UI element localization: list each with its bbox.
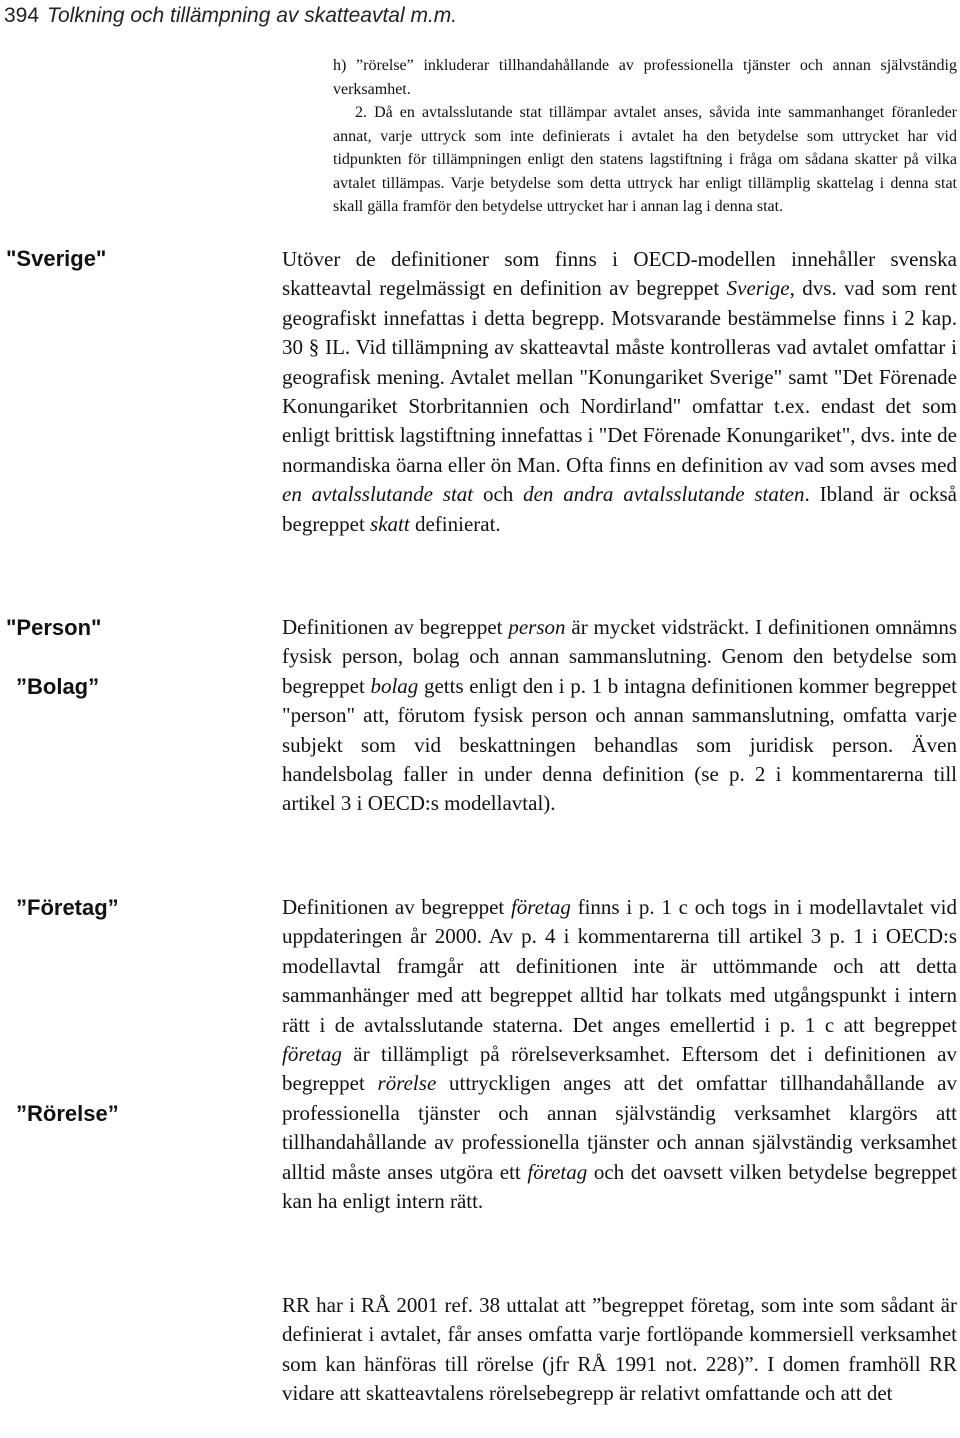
margin-label-person: "Person" xyxy=(6,615,102,640)
margin-label-bolag: ”Bolag” xyxy=(16,674,100,699)
paragraph-foretag: Definitionen av begreppet företag finns i p. 1 c och togs in i modellavtalet vid uppdateringen år 2000. Av p. 4 i kommentarerna till artikel 3 p. 1 i OECD:s modellavtal framgår att definitionen inte är uttömmande och att detta sammanhänger med att begreppet alltid har tolkats med utgångspunkt i intern rätt i de avtalsslutande staterna. Det anges emellertid i p. 1 c att begreppet företag är tillämpligt på rörelseverksamhet. Eftersom det i definitionen av begreppet rörelse uttryckligen anges att det omfattar tillhandahållande av professionella tjänster och annan självständig verksamhet klargörs att tillhandahållande av professionella tjänster och annan självständig verksamhet alltid måste anses utgöra ett företag och det oavsett vilken betydelse begreppet kan ha enligt intern rätt. xyxy=(282,895,958,1214)
quote-item-2: 2. Då en avtalsslutande stat tillämpar avtalet anses, såvida inte sammanhanget föranleder annat, varje uttryck som inte definierats i avtalet ha den betydelse som uttrycket har vid tidpunkten för tillämpningen enligt den statens lagstiftning i fråga om sådana skatter på vilka avtalet tillämpas. Varje betydelse som detta uttryck har enligt tillämplig skattelag i denna stat skall gälla framför den betydelse uttrycket har i annan lag i denna stat. xyxy=(333,104,957,215)
margin-label-sverige: "Sverige" xyxy=(6,246,107,271)
paragraph-rr: RR har i RÅ 2001 ref. 38 uttalat att ”begreppet företag, som inte som sådant är definierat i avtalet, får anses omfatta varje fortlöpande kommersiell verksamhet som kan hänföras till rörelse (jfr RÅ 1991 not. 228)”. I domen framhöll RR vidare att skatteavtalens rörelsebegrepp är relativt omfattande och att det xyxy=(282,1293,957,1406)
page-number: 394 xyxy=(4,4,40,27)
running-title: Tolkning och tillämpning av skatteavtal m.m. xyxy=(47,4,458,27)
quote-item-h: h) ”rörelse” inkluderar tillhandahållande av professionella tjänster och annan självständig verksamhet. xyxy=(333,57,957,98)
margin-label-foretag: ”Företag” xyxy=(16,895,119,920)
page-header xyxy=(4,4,457,28)
paragraph-person: Definitionen av begreppet person är mycket vidsträckt. I definitionen omnämns fysisk person, bolag och annan sammanslutning. Genom den betydelse som begreppet bolag getts enligt den i p. 1 b intagna definitionen kommer begreppet "person" att, förutom fysisk person och annan sammanslutning, omfatta varje subjekt som vid beskattningen behandlas som juridisk person. Även handelsbolag faller in under denna definition (se p. 2 i kommentarerna till artikel 3 i OECD:s modellavtal). xyxy=(282,615,957,816)
margin-label-rorelse: ”Rörelse” xyxy=(16,1101,119,1126)
paragraph-sverige: Utöver de definitioner som finns i OECD-modellen innehåller svenska skatteavtal regelmässigt en definition av begreppet Sverige, dvs. vad som rent geografiskt innefattas i detta begrepp. Motsvarande bestämmelse finns i 2 kap. 30 § IL. Vid tillämpning av skatteavtal måste kontrolleras vad avtalet omfattar i geografisk mening. Avtalet mellan "Konungariket Sverige" samt "Det Förenade Konungariket Storbritannien och Nordirland" omfattar t.ex. endast det som enligt brittisk lagstiftning innefattas i "Det Förenade Konungariket", dvs. inte de normandiska öarna eller ön Man. Ofta finns en definition av vad som avses med en avtalsslutande stat och den andra avtalsslutande staten. Ibland är också begreppet skatt definierat. xyxy=(282,247,958,536)
